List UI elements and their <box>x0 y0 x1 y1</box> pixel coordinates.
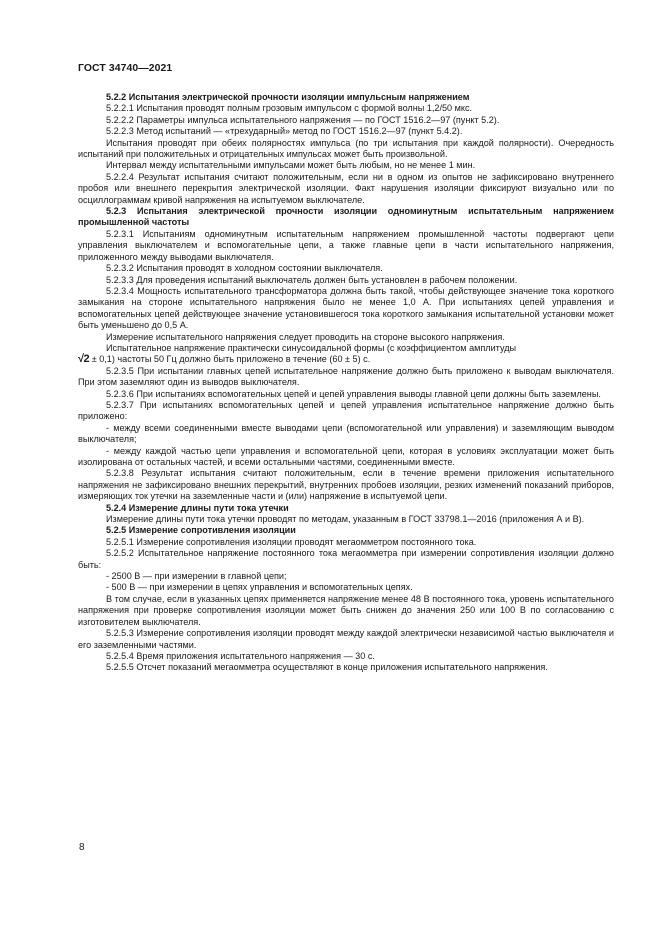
body-paragraph <box>78 423 614 446</box>
body-paragraph <box>78 400 614 423</box>
section-heading <box>78 92 614 103</box>
standard-header: ГОСТ 34740—2021 <box>78 63 173 74</box>
page-number: 8 <box>79 842 85 853</box>
body-paragraph <box>78 662 614 673</box>
paragraph-text: ± 0,1) частоты 50 Гц должно быть приложено в течение (60 ± 5) с. <box>91 354 371 365</box>
body-paragraph <box>78 126 614 137</box>
section-heading <box>78 206 614 229</box>
paragraph-text: 5.2.5.5 Отсчет показаний мегаомметра осуществляют в конце приложения испытательного напряжения. <box>106 662 548 673</box>
paragraph-text: 5.2.5.2 Испытательное напряжение постоянного тока мегаомметра при измерении сопротивления изоляции должно быть: <box>78 548 614 570</box>
paragraph-text: - 2500 В — при измерении в главной цепи; <box>106 571 287 582</box>
body-paragraph <box>78 115 614 126</box>
paragraph-text: - между всеми соединенными вместе выводами цепи (вспомогательной или управления) и заземляющим выводом выключателя; <box>78 422 614 445</box>
paragraph-text: 5.2.3.2 Испытания проводят в холодном состоянии выключателя. <box>106 263 383 274</box>
body-paragraph <box>78 389 614 400</box>
body-paragraph <box>78 354 614 365</box>
body-paragraph <box>78 286 614 332</box>
body-paragraph <box>78 628 614 651</box>
paragraph-text: Испытания проводят при обеих полярностях импульса (по три испытания при каждой полярности). Очередность испытаний при положительных и отрицательных импульсах может быть произвольной. <box>78 137 614 160</box>
paragraph-text: В том случае, если в указанных цепях применяется напряжение менее 48 В постоянного тока, уровень испытательного напряжения при проверке сопротивления изоляции может быть снижен до значения 250 или 100 В по согласованию с изготовителем выключателя. <box>78 593 614 627</box>
paragraph-text: 5.2.2.4 Результат испытания считают положительным, если ни в одном из опытов не зафиксировано внутреннего пробоя или внешнего перекрытия электрической изоляции. Факт нарушения изоляции фиксируют визуально или по осциллограммам кривой напряжения на испытуемом выключателе. <box>78 171 614 205</box>
sqrt-two-symbol: √2 <box>78 353 90 366</box>
body-paragraph <box>78 548 614 571</box>
body-paragraph <box>78 343 614 354</box>
paragraph-text: 5.2.3.6 При испытаниях вспомогательных цепей и цепей управления выводы главной цепи должны быть заземлены. <box>106 388 601 399</box>
paragraph-text: Измерение испытательного напряжения следует проводить на стороне высокого напряжения. <box>106 331 505 342</box>
body-paragraph <box>78 332 614 343</box>
paragraph-text: 5.2.5.1 Измерение сопротивления изоляции проводят мегаомметром постоянного тока. <box>106 536 477 547</box>
body-paragraph <box>78 275 614 286</box>
paragraph-text: - 500 В — при измерении в цепях управления и вспомогательных цепях. <box>106 582 413 593</box>
section-heading <box>78 525 614 536</box>
body-paragraph <box>78 651 614 662</box>
body-paragraph <box>78 571 614 582</box>
paragraph-text: Испытательное напряжение практически синусоидальной формы (с коэффициентом амплитуды <box>106 342 517 353</box>
body-paragraph <box>78 537 614 548</box>
body-paragraph <box>78 160 614 171</box>
body-paragraph <box>78 582 614 593</box>
body-paragraph <box>78 366 614 389</box>
body-paragraph <box>78 229 614 263</box>
paragraph-text: 5.2.5 Измерение сопротивления изоляции <box>106 525 296 536</box>
paragraph-text: Измерение длины пути тока утечки проводят по методам, указанным в ГОСТ 33798.1—2016 (приложения А и В). <box>106 514 585 525</box>
section-heading <box>78 503 614 514</box>
body-paragraph <box>78 103 614 114</box>
paragraph-text: 5.2.2.2 Параметры импульса испытательного напряжения — по ГОСТ 1516.2—97 (пункт 5.2). <box>106 114 500 125</box>
paragraph-text: 5.2.2.3 Метод испытаний — «трехударный» метод по ГОСТ 1516.2—97 (пункт 5.4.2). <box>106 126 463 137</box>
paragraph-text: 5.2.4 Измерение длины пути тока утечки <box>106 502 289 513</box>
body-paragraph <box>78 594 614 628</box>
body-paragraph <box>78 138 614 161</box>
body-paragraph <box>78 263 614 274</box>
paragraph-text: 5.2.5.4 Время приложения испытательного напряжения — 30 с. <box>106 650 375 661</box>
paragraph-text: 5.2.3.4 Мощность испытательного трансформатора должна быть такой, чтобы действующее значение тока короткого замыкания на стороне испытательного напряжения было не менее 1,0 А. При испытаниях цепей управления и вспомогательных цепей действующее значение установившегося тока короткого замыкания испытательной установки может быть уменьшено до 0,5 А. <box>78 285 614 331</box>
body-paragraph <box>78 446 614 469</box>
paragraph-text: 5.2.3.8 Результат испытания считают положительным, если в течение времени приложения испытательного напряжения не зафиксировано внешних перекрытий, внутренних пробоев изоляции, резких изменений показаний приборов, измеряющих ток утечки на заземленные части и (или) напряжение в испытуемой цепи. <box>78 468 614 502</box>
paragraph-text: 5.2.3.1 Испытаниям одноминутным испытательным напряжением промышленной частоты подвергают цепи управления выключателем и вспомогательные цепи, а также главные цепи в части испытательного напряжения, приложенного между выводами выключателя. <box>78 228 614 262</box>
paragraph-text: 5.2.3.7 При испытаниях вспомогательных цепей и цепей управления испытательное напряжение должно быть приложено: <box>78 399 614 422</box>
body-paragraph <box>78 172 614 206</box>
body-paragraph <box>78 514 614 525</box>
paragraph-text: 5.2.3.3 Для проведения испытаний выключатель должен быть установлен в рабочем положении. <box>106 274 518 285</box>
paragraph-text: 5.2.3.5 При испытании главных цепей испытательное напряжение должно быть приложено к выводам выключателя. При этом заземляют один из выводов выключателя. <box>78 365 614 388</box>
paragraph-text: - между каждой частью цепи управления и вспомогательной цепи, которая в условиях эксплуатации может быть изолирована от остальных частей, и всеми остальными частями, соединенными вместе. <box>78 445 614 467</box>
paragraph-text: 5.2.2.1 Испытания проводят полным грозовым импульсом с формой волны 1,2/50 мкс. <box>106 103 473 114</box>
paragraph-text: Интервал между испытательными импульсами может быть любым, но не менее 1 мин. <box>106 160 476 171</box>
paragraph-text: 5.2.2 Испытания электрической прочности изоляции импульсным напряжением <box>106 92 470 102</box>
paragraph-text: 5.2.5.3 Измерение сопротивления изоляции проводят между каждой электрически независимой частью выключателя и его заземленными частями. <box>78 628 614 650</box>
paragraph-text: 5.2.3 Испытания электрической прочности изоляции одноминутным испытательным напряжением промышленной частоты <box>78 206 614 228</box>
body-paragraph <box>78 468 614 502</box>
document-body <box>78 92 614 674</box>
